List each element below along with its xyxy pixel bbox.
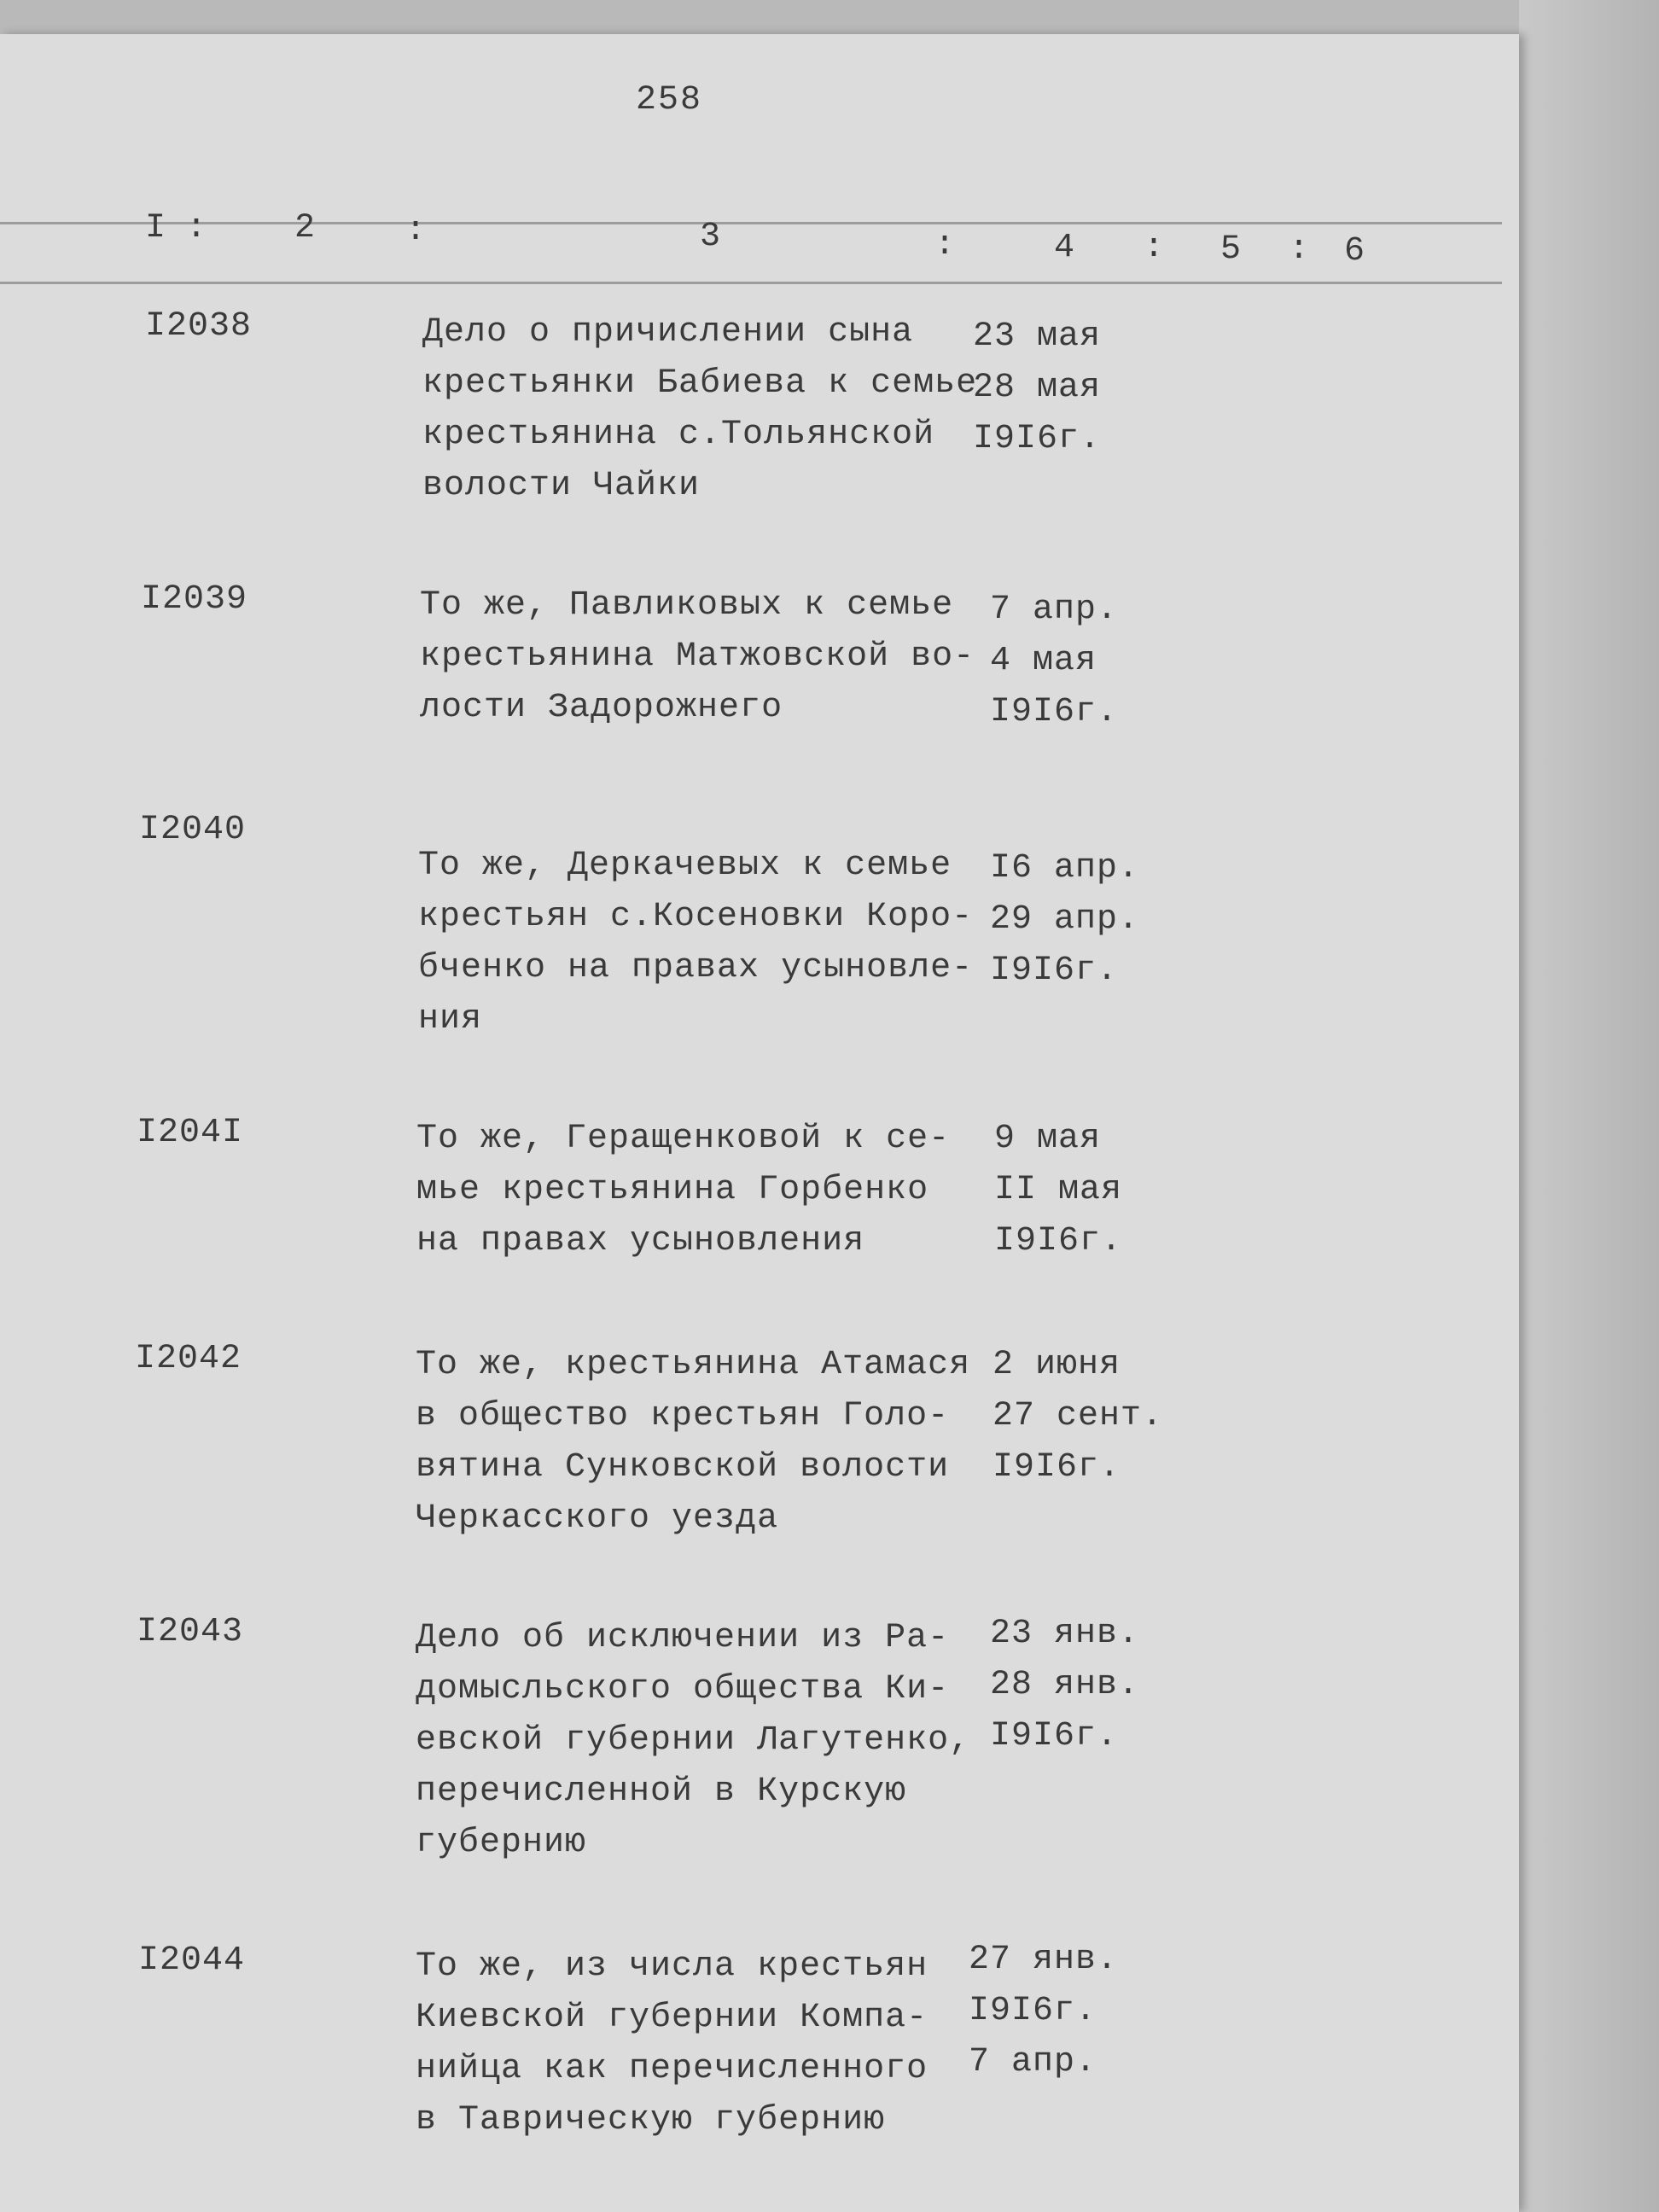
entry-dates [994, 1114, 1216, 1267]
text-line: мье крестьянина Горбенко [416, 1171, 929, 1209]
text-line: То же, Геращенковой к се- [416, 1120, 951, 1158]
column-header-3: 3 [700, 218, 721, 256]
entry-dates [990, 1609, 1212, 1762]
document-page [0, 34, 1519, 2212]
column-separator: : [405, 212, 427, 250]
column-header-5: 5 [1220, 230, 1242, 269]
text-line: Черкасского уезда [416, 1499, 779, 1538]
text-line: То же, из числа крестьян [416, 1947, 928, 1986]
column-header-4: 4 [1054, 229, 1075, 267]
text-line: на правах усыновления [416, 1222, 865, 1260]
date-line: I9I6г. [990, 693, 1119, 731]
entry-number: I2040 [139, 811, 247, 849]
entry-description [416, 1941, 979, 2146]
text-line: домысльского общества Ки- [416, 1670, 950, 1708]
text-line: вятина Сунковской волости [416, 1448, 950, 1487]
date-line: 23 янв. [990, 1615, 1140, 1653]
text-line: евской губернии Лагутенко, [416, 1721, 971, 1760]
text-line: нийца как перечисленного [416, 2050, 928, 2088]
text-line: То же, Павликовых к семье [420, 586, 954, 625]
entry-dates [973, 311, 1195, 465]
entry-dates [990, 585, 1212, 738]
entry-dates [990, 843, 1212, 997]
date-line: I9I6г. [973, 420, 1102, 458]
date-line: 7 апр. [990, 591, 1119, 629]
column-header-6: 6 [1344, 232, 1365, 271]
entry-number: I2042 [135, 1340, 242, 1378]
text-line: волости Чайки [422, 467, 701, 505]
text-line: Дело о причислении сына [422, 313, 914, 352]
entry-dates [992, 1340, 1214, 1493]
text-line: То же, крестьянина Атамася [416, 1346, 971, 1384]
entry-description [422, 307, 986, 512]
text-line: в общество крестьян Голо- [416, 1397, 950, 1435]
text-line: в Таврическую губернию [416, 2101, 886, 2139]
text-line: Киевской губернии Компа- [416, 1999, 928, 2037]
text-line: ния [418, 1000, 483, 1039]
column-separator: : [934, 226, 956, 265]
column-header-1: I : [145, 209, 207, 247]
text-line: То же, Деркачевых к семье [418, 847, 952, 885]
date-line: 29 апр. [990, 900, 1140, 939]
date-line: I9I6г. [994, 1222, 1123, 1260]
date-line: I6 апр. [990, 849, 1140, 888]
date-line: 7 апр. [969, 2043, 1097, 2081]
entry-description [416, 1114, 980, 1267]
entry-description [418, 841, 981, 1045]
text-line: крестьянки Бабиева к семье [422, 364, 978, 403]
date-line: I9I6г. [992, 1448, 1121, 1487]
entry-number: I204I [137, 1114, 244, 1152]
entry-description [420, 580, 983, 734]
date-line: 4 мая [990, 642, 1097, 680]
date-line: I9I6г. [969, 1992, 1097, 2030]
date-line: 9 мая [994, 1120, 1102, 1158]
entry-number: I2038 [145, 307, 253, 346]
text-line: лости Задорожнего [420, 689, 783, 727]
date-line: 27 сент. [992, 1397, 1164, 1435]
date-line: I9I6г. [990, 1717, 1119, 1755]
date-line: 23 мая [973, 317, 1102, 356]
adjacent-page-edge [1519, 0, 1659, 2212]
date-line: 2 июня [992, 1346, 1121, 1384]
entry-number: I2039 [141, 580, 248, 619]
page-number: 258 [636, 81, 703, 119]
entry-dates [969, 1935, 1190, 2088]
date-line: 28 янв. [990, 1666, 1140, 1704]
text-line: крестьян с.Косеновки Коро- [418, 898, 974, 936]
entry-description [416, 1340, 979, 1545]
header-rule-bottom [0, 282, 1502, 284]
column-header-2: 2 [294, 209, 316, 247]
text-line: крестьянина с.Тольянской [422, 416, 935, 454]
header-rule-top [0, 222, 1502, 224]
text-line: крестьянина Матжовской во- [420, 637, 975, 676]
entry-number: I2043 [137, 1613, 244, 1651]
column-separator: : [1144, 229, 1165, 267]
text-line: губернию [416, 1824, 587, 1862]
text-line: перечисленной в Курскую [416, 1773, 907, 1811]
column-separator: : [1289, 230, 1310, 269]
date-line: 28 мая [973, 369, 1102, 407]
date-line: I9I6г. [990, 952, 1119, 990]
text-line: Дело об исключении из Ра- [416, 1619, 950, 1657]
text-line: бченко на правах усыновле- [418, 949, 974, 987]
date-line: 27 янв. [969, 1941, 1119, 1979]
date-line: II мая [994, 1171, 1123, 1209]
entry-description [416, 1613, 979, 1869]
entry-number: I2044 [138, 1941, 246, 1980]
